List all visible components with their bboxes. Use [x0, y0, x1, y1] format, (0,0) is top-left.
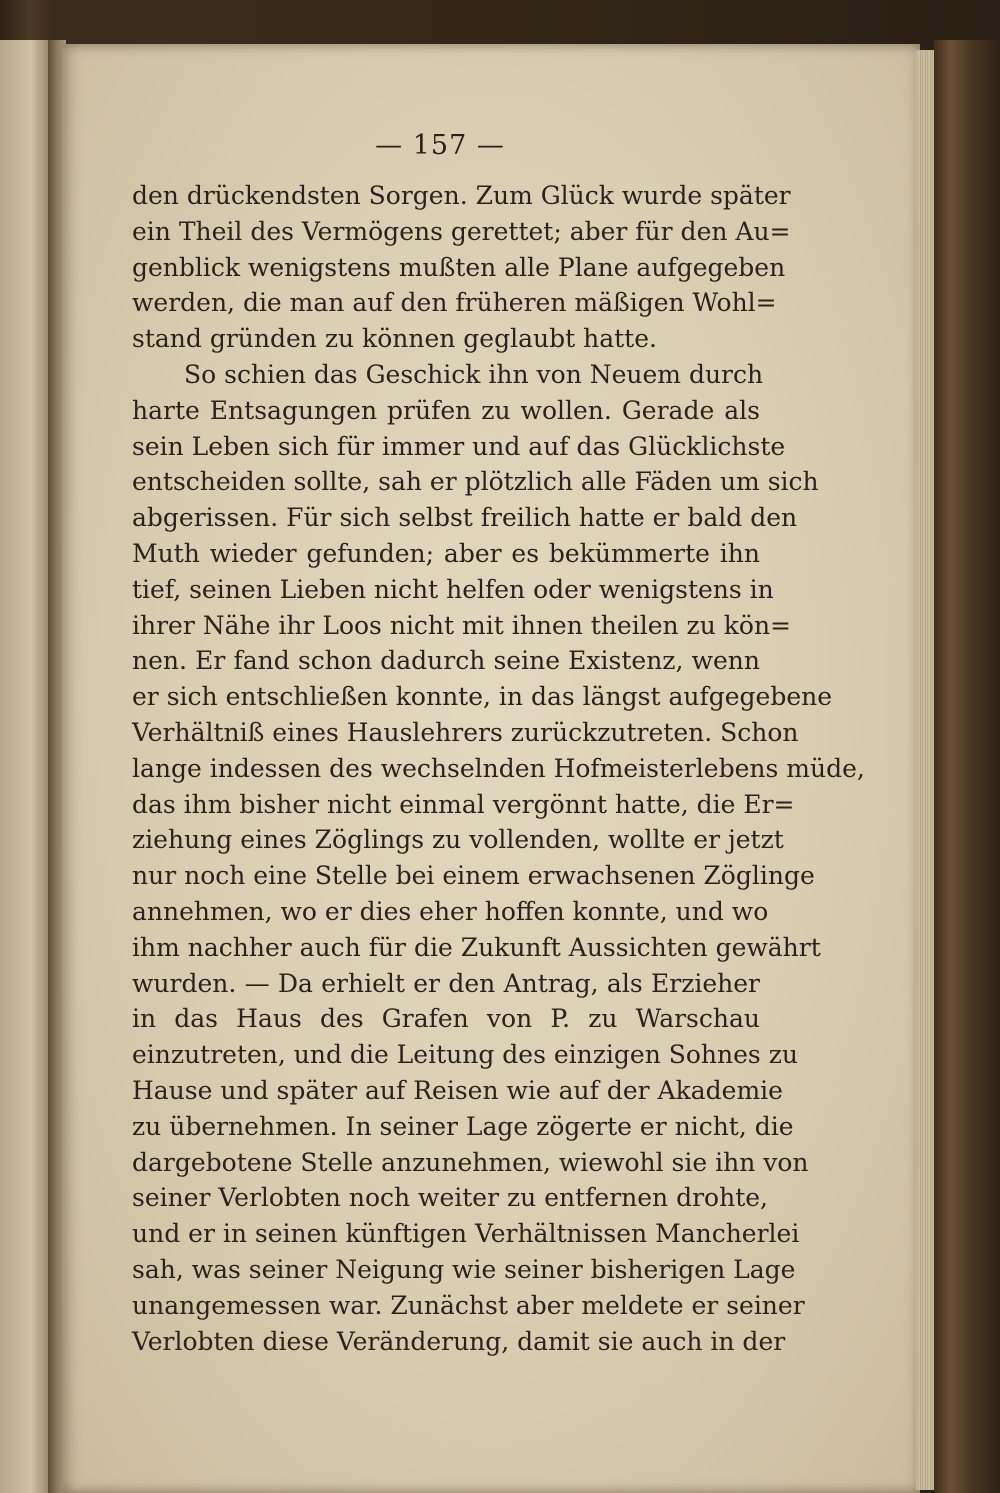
text-line: genblick wenigstens mußten alle Plane aufgegeben: [132, 252, 786, 282]
text-line: den drückendsten Sorgen. Zum Glück wurde später: [132, 181, 791, 210]
text-line: tief, seinen Lieben nicht helfen oder wenigstens in: [132, 574, 774, 604]
text-line: einzutreten, und die Leitung des einzigen Sohnes zu: [132, 1040, 798, 1070]
text-line: stand gründen zu können geglaubt hatte.: [132, 324, 657, 354]
text-line: ihrer Nähe ihr Loos nicht mit ihnen theilen zu kön=: [132, 610, 792, 640]
text-line: nur noch eine Stelle bei einem erwachsenen Zöglinge: [132, 861, 815, 891]
text-line: sah, was seiner Neigung wie seiner bisherigen Lage: [132, 1254, 796, 1284]
text-line: Verlobten diese Veränderung, damit sie auch in der: [132, 1326, 786, 1356]
text-line: dargebotene Stelle anzunehmen, wiewohl sie ihn von: [132, 1147, 809, 1177]
text-line: ihm nachher auch für die Zukunft Aussichten gewährt: [132, 932, 821, 962]
text-line: abgerissen. Für sich selbst freilich hatte er bald den: [132, 503, 798, 533]
text-line: seiner Verlobten noch weiter zu entfernen drohte,: [132, 1183, 768, 1213]
text-line: Hause und später auf Reisen wie auf der Akademie: [132, 1075, 783, 1105]
text-line: lange indessen des wechselnden Hofmeisterlebens müde,: [132, 753, 865, 783]
text-line: ziehung eines Zöglings zu vollenden, wollte er jetzt: [132, 825, 784, 855]
text-line: zu übernehmen. In seiner Lage zögerte er nicht, die: [132, 1111, 794, 1141]
text-line: werden, die man auf den früheren mäßigen Wohl=: [132, 288, 777, 318]
text-line: unangemessen war. Zunächst aber meldete er seiner: [132, 1290, 805, 1320]
text-line: sein Leben sich für immer und auf das Glücklichste: [132, 431, 786, 461]
text-line: in das Haus des Grafen von P. zu Warschau: [132, 1004, 760, 1034]
text-line: das ihm bisher nicht einmal vergönnt hatte, die Er=: [132, 789, 795, 819]
text-line: wurden. — Da erhielt er den Antrag, als Erzieher: [132, 968, 760, 998]
text-line: Muth wieder gefunden; aber es bekümmerte ihn: [132, 538, 760, 568]
text-line: er sich entschließen konnte, in das längst aufgegebene: [132, 682, 833, 712]
page-number-header: — 157 —: [375, 130, 505, 161]
text-line: nen. Er fand schon dadurch seine Existenz, wenn: [132, 646, 760, 676]
body-text: [132, 178, 865, 1359]
page-edges: [916, 50, 936, 1490]
left-page-edge: [0, 40, 52, 1493]
text-line: ein Theil des Vermögens gerettet; aber für den Au=: [132, 216, 791, 246]
text-line: Verhältniß eines Hauslehrers zurückzutreten. Schon: [132, 717, 799, 747]
text-line: und er in seinen künftigen Verhältnissen Mancherlei: [132, 1219, 800, 1249]
book-cover-edge: [934, 40, 1000, 1493]
text-line: entscheiden sollte, sah er plötzlich alle Fäden um sich: [132, 467, 819, 497]
text-line: So schien das Geschick ihn von Neuem durch: [184, 359, 764, 389]
text-line: annehmen, wo er dies eher hoffen konnte, und wo: [132, 896, 769, 926]
text-line: harte Entsagungen prüfen zu wollen. Gerade als: [132, 395, 760, 425]
